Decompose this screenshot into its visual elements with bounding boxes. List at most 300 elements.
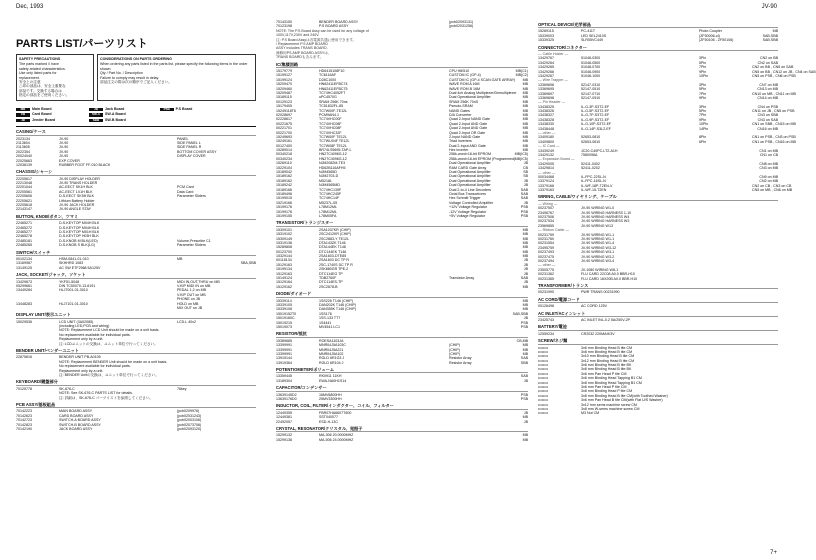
cell-rm: Transistor Array [449,276,475,281]
cell-pn: — Wire Trapper — [538,78,568,83]
cell-gp: CN8 on MB [759,161,778,166]
cell-rm [177,207,227,211]
cell-pn: 00123700 [276,249,292,254]
section-title: AC INLET/ACインレット [538,312,778,317]
cell-pn: 22205618 [16,203,32,208]
cell-ds: IL-WF-18P-T2EN-V [581,183,613,188]
parts-section [538,195,778,280]
cell-rm [177,163,227,167]
cell-gp: MB [522,104,528,109]
cell-pn: 13438326 [538,109,554,114]
cell-pn: — other — [538,131,556,136]
cell-pn: 15329144 [276,254,292,259]
cell-rm: Dual Operational Amplifier [449,170,491,175]
cell-gp: PSB [520,392,528,397]
cell-rm: (pcb02073706) [177,422,202,427]
cell-ds: 3x8 mm Binding Head B tite CM [581,349,633,354]
cell-pn: 12449355 [276,410,292,415]
cell-rm: PCM Card [177,185,194,190]
cell-gp: MB [522,95,528,100]
cell-rm [449,438,499,442]
cell-rm: Hex inverter [449,148,469,153]
cell-rm: 7Pin [699,65,707,70]
cell-ds: RK0911 11KH [319,374,342,379]
table-row [16,207,256,211]
table-row [276,285,528,289]
cell-gp: MB [522,99,528,104]
table-row [538,318,778,322]
cell-rm: 5Pin [699,109,707,114]
cell-gp: MB [522,148,528,153]
cell-gp: JB [523,280,528,285]
text-line: NOTE: The P.S Board Assy can be used for any voltage of [276,28,369,33]
cell-pn: 15199124 [276,77,292,82]
cell-ds: 2SC2878-B [319,284,338,289]
column-1 [16,20,256,431]
cell-ds: JV-90 DISPLAY HOLDER [59,176,101,181]
cell-pn: 15289808 [276,245,292,250]
safety-lines [19,62,91,97]
cell-gp: MB [522,415,528,420]
cell-pn: 15339108 [276,307,292,312]
cell-ds: IL-G-9P-S3T2-EF [581,117,610,122]
cell-gp: CN2 on BB , CN5 on SAB [752,65,794,70]
cell-rm: 9Pin [699,117,707,122]
cell-ds: TC74VHC08F [319,121,342,126]
parts-section [16,251,256,271]
cell-pn: 15149124 [276,276,292,281]
cell-ds: AC CORD 125V [581,304,607,309]
cell-gp [230,427,256,431]
cell-ds: RGLD 6R1G3 J [319,356,345,361]
cell-gp: CN16 on MB [757,126,778,131]
cell-ds: HN27C4096G-12 [319,156,347,161]
cell-pn: 15219166 [276,200,292,205]
cell-rm [449,397,499,401]
cell-pn [16,342,56,346]
table-row [538,332,778,336]
cell-pn: 23496767 [538,210,554,215]
cell-ds: HD62B116AFH5 [319,165,346,170]
cell-pn: 22201044 [16,185,32,190]
cell-rm [449,285,499,289]
cell-gp: CB [523,165,528,170]
cell-gp: MB [522,77,528,82]
cell-ds: 52411-0402 [581,161,600,166]
cell-ds: TC74HC139F [319,187,342,192]
cell-ds: MNR04J5A102 [319,351,344,356]
cell-gp [752,290,778,294]
cell-gp: PSB [520,209,528,214]
cell-rm: CPU H8/510 [449,69,470,74]
cell-pn: 15319136 [276,240,292,245]
cell-ds: L78M05FA [319,213,337,218]
cell-ds: 51048-0500 [581,60,601,65]
table-row [538,304,778,308]
cell-pn: 13369698 [538,95,554,100]
cell-gp [230,243,256,247]
cell-pn: •••••••• [538,367,549,372]
cell-gp: MB [522,347,528,352]
parts-section [538,44,816,193]
cell-ds: LED SEL2410S [581,33,607,38]
cell-rm: 14Pin [699,126,709,131]
parts-section [538,23,778,43]
cell-ds: DTA143ZK T146 [319,240,346,245]
cell-ds: AC INLET INL-0.2 5A/250V-2P [581,317,631,322]
cell-rm: Volume,Prescribe C1 [177,238,211,243]
section-title: JACK, SOCKET/ジャック、ソケット [16,273,256,278]
legend-item: PSB P.S Board [160,107,223,112]
cell-gp: MB [522,249,528,254]
cell-pn: 00221675 [276,121,292,126]
cell-ds: 3x8 mm Binding Head B tite CM(with Toothed Washer) [581,393,668,398]
cell-rm: (pcb02031243) [177,413,202,418]
cell-pn: 13189304 [276,378,292,383]
cell-ds: 3x6 mm Pan Head B tite CM(with Flat U/S Washer) [581,398,663,403]
table-row [538,277,778,281]
cell-ds: 3x12 mm sems machine screw CM [581,402,637,407]
cell-rm: 10Pin [699,73,709,78]
cell-ds: SLR55VC449 [581,38,603,43]
parts-section [538,339,778,416]
cell-gp: MB [522,232,528,237]
cell-pn: 00118134 [276,258,292,263]
cell-pn: 00237507 [538,206,554,211]
cell-ds: JV-90 [59,140,69,145]
cell-ds: 52147-0310 [581,82,601,87]
cell-pn: 13359445 [276,374,292,379]
cell-rm: Photo Coupler [699,29,722,34]
cell-ds: DTC114EG TP [319,271,343,276]
cell-ds: TC7W00F TE12L [319,134,347,139]
cell-pn: 13448283 [16,301,32,306]
cell-pn: 70142190 [16,426,32,431]
cell-ds: SRAM 256K 70ns [319,99,348,104]
section-title: POTENTIOMETER/ポリューム [276,368,528,373]
cell-pn: 70142723 [16,418,32,423]
cell-pn: 13429266 [538,69,554,74]
table-row [538,188,793,193]
cell-ds: IL-WF-15-T2EN [581,188,607,193]
cell-pn: 13639145D2 [276,392,297,397]
cell-ds: 52147-0510 [581,87,601,92]
cell-pn: 22465272 [16,225,32,230]
cell-ds: 51048-0900 [581,69,601,74]
cell-ds: JV-90 ANGLE STAY [59,207,92,212]
cell-gp: MB [522,112,528,117]
safety-title: SAFETY PRECAUTIONS [19,57,61,61]
safety-box [16,54,94,101]
legend-item [160,118,223,123]
section-title: RESISTOR/抵抗 [276,332,528,337]
cell-rm: 6Pin [699,139,707,144]
cell-rm: Dual Operational Amplifier [449,178,491,183]
cell-gp: SAB [520,187,528,192]
cell-rm: Quad 2-Input AND Gate [449,126,488,131]
legend-code: SW-A [89,113,103,117]
cell-gp: MB(C2) [515,73,528,78]
cell-gp: JB [523,161,528,166]
cell-pn: •••••••• [538,354,549,359]
cell-pn: 15199134 [276,267,292,272]
legend-item [226,112,256,117]
cell-pn: — IC Card — [538,144,560,149]
cell-ds: HLJ7001-01-3010 [59,288,88,293]
cell-gp: MB [522,351,528,356]
parts-section [16,130,256,167]
parts-section [276,221,528,289]
cell-gp [752,332,778,336]
cell-pn: 15209470 [276,82,292,87]
cell-gp: JB [523,262,528,267]
cell-pn: 00127400 [276,143,292,148]
legend-code: CB [16,113,30,117]
cell-gp: CN2 on MB [759,179,778,184]
cell-rm: Voltage Controlled Amplifier [449,200,494,205]
cell-pn: 22205561 [16,189,32,194]
table-row [276,438,528,442]
cell-pn: 70123198 [276,24,292,29]
cell-pn: 15289115 [538,29,554,34]
cell-gp: CN2 on CB , CN3 on CB [752,183,792,188]
cell-gp: SB [523,170,528,175]
cell-gp: MB [522,121,528,126]
text-line: TRANS BOARDも含みます。 [276,55,324,60]
cell-gp: SAB,SBB [512,311,528,316]
legend-code: JB [16,119,30,123]
section-title: CRYSTAL, RESONATOR/クリスタル、発振子 [276,427,528,432]
text-line: Use only listed parts for [19,71,57,76]
text-line: 100V,117V,230V and 240V. [276,33,320,38]
cell-gp: MB [522,143,528,148]
cell-pn: 13399991 [276,351,292,356]
cell-ds: HN62411EFBC74 [319,82,348,87]
cell-ds: D-S-KEYTOP M04H BLK [59,221,100,226]
cell-pn: 15019152T0 [276,311,297,316]
cell-ds: JV-90 WIRING W13 [581,223,613,228]
cell-pn: 2113604 [16,140,30,145]
cell-pn: 00034468 [538,174,554,179]
cell-ds: JV-1080 WIRING W8-1 [581,267,619,272]
section-title: SWITCH/スイッチ [16,251,256,256]
cell-pn: 13369696 [538,82,554,87]
cell-ds: Lithium Battery Holder [59,198,95,203]
cell-rm: MB [177,256,183,261]
cell-ds: IL-FPC-16SL-N [581,179,606,184]
cell-gp: CN5 on BB , CN12 on JB , CN4 on SAB [752,69,816,74]
cell-ds: DAN202K T146 (CHIP) [319,302,357,307]
cell-pn: 00231760 [538,237,554,242]
cell-pn: 15249693 [276,134,292,139]
cell-ds: TC6116AF [319,73,337,78]
cell-pn: — Expansion Board — [538,157,575,162]
cell-pn: •••••••• [538,363,549,368]
cell-rm: WAVE ROM A 16M [449,82,480,87]
cell-rm [699,332,749,336]
cell-ds: JV-90 WIRING W3-4 [581,258,615,263]
cell-pn: 15029536 [16,319,32,324]
cell-rm: (CHIP) [449,347,460,352]
cell-rm: LCD-L 40x2 [177,319,197,324]
cell-pn: 15319102 [276,232,292,237]
cell-ds: 3x10 mm Binding Head B tite CM [581,354,635,359]
legend-item [160,112,223,117]
column-2 [276,20,528,442]
cell-rm: 5Pin [699,60,707,65]
parts-section [16,273,256,310]
cell-ds: 52653-0610 [581,139,601,144]
cell-ds: JV-90 WIRING HARNESS W4 [581,215,630,220]
cell-ds: CR2032 220MAH/3V [581,331,615,336]
cell-ds: FLU CARD 22C08 A0.0 BBR-H10 [581,272,635,277]
cell-gp [752,277,778,281]
cell-pn: 13919364 [276,360,292,365]
table-row [276,379,528,383]
cell-ds: BENDER UNIT PB-A0105 [59,355,101,360]
cell-pn: 12038139 [16,162,32,167]
cell-gp: SAB [520,196,528,201]
cell-ds: 52653-0810 [581,135,601,140]
cell-pn: 22465271 [16,221,32,226]
cell-pn: — other — [538,170,556,175]
cell-ds: 3x8 mm W-sems machine screw CM [581,406,640,411]
cell-ds: HN62411EFBC75 [319,86,348,91]
cell-pn: 12559234 [538,331,554,336]
cell-gp: MB [522,117,528,122]
page-title: PARTS LIST/パーツリスト [16,38,148,50]
cell-pn: 15299138 [276,437,292,442]
cell-pn: 13438325 [538,104,554,109]
cell-pn: 15189162 [276,174,292,179]
cell-pn: 2113605 [16,145,30,150]
text-line: 部品です。交換する場合は [19,88,62,93]
cell-pn: 13449284 [16,288,32,293]
legend-code: SBB [89,119,103,123]
cell-gp [752,318,778,322]
cell-pn: 15189166 [276,187,292,192]
parts-section [276,386,528,401]
cell-ds: DTC114ES-TP [319,280,343,285]
cell-pn: 13439249 [538,148,554,153]
cell-gp [752,411,778,415]
cell-gp: CN1 on CB [759,152,778,157]
cell-ds: JV-90 WIRING HARNESS 1-10 [581,210,632,215]
cell-ds: JV-90 [59,145,69,150]
table-row [538,290,778,294]
section-title: BENDER UNIT/ベンダーユニット [16,349,256,354]
cell-rm: (CHIP) [449,343,460,348]
table-row [276,325,528,329]
cell-ds: HSM-0841-01-010 [59,256,89,261]
cell-rm [449,379,499,383]
cell-pn: 15199155 [276,213,292,218]
cell-gp: SBB [520,360,528,365]
cell-ds: 3x8 mm Binding Head P tite CM [581,389,633,394]
cell-pn: 22465278 [16,234,32,239]
column-3 [538,20,816,416]
cell-gp: JB [523,178,528,183]
cell-gp: PSB [520,397,528,402]
table-row [16,342,256,346]
cell-ds: NJM4565D [319,170,337,175]
cell-rm: Pseudo-SRAM [449,104,473,109]
parts-section [276,292,528,329]
cell-rm [177,342,227,346]
cell-gp [230,342,256,346]
cell-gp: MB [522,284,528,289]
cell-ds: 2SA1603 DC TP R [319,258,350,263]
cell-rm: Quad 2-Input AND Gate [449,121,488,126]
cell-ds: TC74VHC08F [319,126,342,131]
text-line: △印の部品は、安全上重要な [19,84,66,89]
cell-gp [230,396,256,400]
cell-gp: SB [523,174,528,179]
cell-pn: 13429265 [538,65,554,70]
cell-ds: 2SC-1740S DC TP R [319,262,353,267]
legend-code: PSB [160,108,174,112]
cell-rm: 256k-word×16-bit EPROM (Programmed) [449,156,516,161]
cell-ds: TC74VHC00F [319,117,342,122]
text-line: Qty / Part No. / Description [100,71,143,76]
cell-gp: JB [523,316,528,321]
section-title: CAPACITOR/コンデンサー [276,386,528,391]
cell-ds: FLU CARD 16X20B A0.0 BBR-H10 [581,276,638,281]
cell-gp: MB [522,343,528,348]
cell-ds: EWA-NA0H1S14 [319,378,347,383]
cell-pn: 15199015 [276,196,292,201]
cell-gp: CN2 on BB [760,56,778,61]
cell-ds: D-S-KNOB M BLK(LED) [59,238,98,243]
section-title: PCB ASSY/基板組品 [16,403,256,408]
text-line: ASSY includes TRANS BOARD. [276,46,328,51]
cell-pn: 00102134 [16,256,32,261]
cell-gp: SBA,SBB [240,261,256,266]
cell-ds: NOTE: Replacement BENDER Unit should be made on a unit basis. [59,359,168,364]
cell-rm: PEDAL 1,2 on MB [177,288,207,293]
cell-rm: Resistor Array [449,356,472,361]
cell-gp: PSB [520,324,528,329]
cell-ds: AC SW ETF2968 5A125V [59,265,101,270]
cell-rm: (pcb02093131) [449,20,474,24]
section-title: KEYBOARD/鍵盤部分 [16,380,256,385]
cell-ds: JV-90 WIRING W1-1 [581,237,615,242]
cell-pn: 22143147 [16,207,32,212]
cell-ds: uPC4570G [319,95,337,100]
cell-pn: 15019073 [276,324,292,329]
cell-ds: M5237L-05 [319,200,338,205]
legend-code: MB [16,108,30,112]
cell-ds: NOTE: Replacement LCD Unit should be made on a unit basis. [59,328,160,333]
cell-pn: 00237494 [538,258,554,263]
cell-rm: V.KIP MIDI IN on MB [177,283,211,288]
cell-pn: 15269110 [276,161,292,166]
cell-ds: 16MV6800HH [319,392,342,397]
cell-gp: JB [523,267,528,272]
cell-ds: 2SK880GR TPE-2 [319,267,349,272]
cell-rm [699,318,749,322]
cell-pn: 15309149 [276,236,292,241]
section-title: BUTTON, KNOB/ボタン、ツマミ [16,215,256,220]
parts-section [538,284,778,295]
cell-pn: •••••••• [538,376,549,381]
cell-gp: CN3 on SBB [757,113,778,118]
cell-ds: PC-411T [581,29,596,34]
cell-rm: 9Pin [699,95,707,100]
cell-gp: MB [522,307,528,312]
cell-pn: •••••••• [538,345,549,350]
parts-section [16,403,256,431]
